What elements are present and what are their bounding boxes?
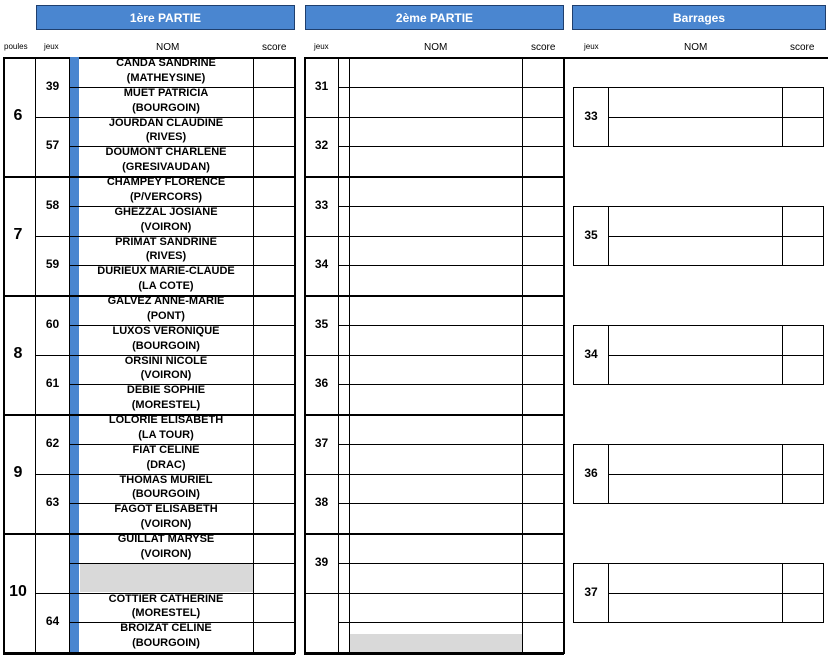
grid-line [608, 117, 824, 118]
game-number: 62 [45, 435, 60, 450]
grid-line [338, 444, 564, 445]
player-name: DOUMONT CHARLENE [105, 146, 227, 159]
player-name: CANDA SANDRINE [116, 57, 216, 69]
grid-line [338, 146, 564, 147]
part2-game-number: 36 [314, 376, 329, 391]
player-name: PRIMAT SANDRINE [115, 235, 217, 248]
pool-number: 9 [13, 463, 23, 481]
player-name: GHEZZAL JOSIANE [114, 205, 218, 218]
grid-line [338, 384, 564, 385]
player-club: (MORESTEL) [131, 399, 201, 412]
pool-number: 10 [9, 582, 27, 600]
game-number: 60 [45, 316, 60, 331]
grid-line [304, 414, 564, 416]
barrage-game-number: 36 [584, 466, 598, 480]
barrage-game-number: 37 [584, 585, 598, 599]
game-number: 61 [45, 376, 60, 391]
pool-number: 8 [13, 344, 23, 362]
part2-game-number: 39 [314, 554, 329, 569]
grid-line [304, 236, 564, 237]
empty-slot [350, 634, 522, 652]
col-nom-3: NOM [684, 42, 708, 53]
grid-line [304, 593, 564, 594]
header-part2: 2ème PARTIE [305, 5, 564, 30]
game-number: 57 [45, 138, 60, 153]
grid-line [338, 622, 564, 623]
col-jeux-3: jeux [584, 42, 599, 51]
grid-line [608, 593, 824, 594]
player-club: (LA COTE) [138, 280, 194, 293]
player-name: LOLORIE ELISABETH [108, 414, 224, 426]
barrage-game-number: 35 [584, 228, 598, 242]
player-name: CHAMPEY FLORENCE [106, 176, 226, 188]
player-name: COTTIER CATHERINE [108, 592, 224, 605]
game-number: 64 [45, 614, 60, 629]
grid-line [338, 563, 564, 564]
grid-line [3, 653, 295, 655]
grid-line [304, 57, 564, 59]
game-number: 59 [45, 257, 60, 272]
col-nom: NOM [156, 42, 180, 53]
player-club: (GRESIVAUDAN) [122, 161, 210, 174]
part2-game-number: 31 [314, 78, 329, 93]
header-part1: 1ère PARTIE [36, 5, 295, 30]
part2-game-number: 37 [314, 435, 329, 450]
grid-line [304, 117, 564, 118]
player-club: (DRAC) [146, 458, 186, 471]
grid-line [338, 265, 564, 266]
part2-game-number: 33 [314, 197, 329, 212]
player-name: FIAT CELINE [132, 443, 200, 456]
player-club: (MORESTEL) [131, 607, 201, 620]
player-name: FAGOT ELISABETH [114, 503, 218, 516]
col-jeux: jeux [44, 42, 59, 51]
player-name: GALVEZ ANNE-MARIE [107, 295, 225, 307]
player-club: (P/VERCORS) [129, 190, 203, 203]
part2-game-number: 35 [314, 316, 329, 331]
player-club: (PONT) [147, 309, 185, 322]
grid-line [304, 176, 564, 178]
grid-line [608, 355, 824, 356]
player-club: (VOIRON) [140, 220, 192, 233]
player-club: (VOIRON) [140, 547, 192, 560]
player-name: ORSINI NICOLE [124, 354, 208, 367]
part2-game-number: 34 [314, 257, 329, 272]
player-club: (MATHEYSINE) [126, 71, 206, 84]
player-club: (BOURGOIN) [132, 101, 200, 114]
player-name: GUILLAT MARYSE [117, 533, 215, 545]
player-name: LUXOS VERONIQUE [112, 324, 220, 337]
part2-game-number: 38 [314, 495, 329, 510]
grid-line [304, 295, 564, 297]
header-barrages: Barrages [572, 5, 826, 30]
part2-game-number: 32 [314, 138, 329, 153]
grid-line [608, 474, 824, 475]
grid-line [338, 87, 564, 88]
game-number: 58 [45, 197, 60, 212]
player-club: (RIVES) [145, 131, 187, 144]
grid-line [563, 57, 828, 59]
col-score-2: score [531, 42, 556, 53]
player-club: (RIVES) [145, 250, 187, 263]
col-poules: poules [4, 42, 28, 51]
col-nom-2: NOM [424, 42, 448, 53]
col-score: score [262, 42, 287, 53]
player-name: MUET PATRICIA [123, 86, 209, 99]
player-name: THOMAS MURIEL [119, 473, 213, 486]
barrage-game-number: 33 [584, 109, 598, 123]
grid-line [338, 325, 564, 326]
grid-line [304, 653, 564, 655]
player-club: (BOURGOIN) [132, 488, 200, 501]
col-jeux-2: jeux [314, 42, 329, 51]
grid-line [608, 236, 824, 237]
game-number: 63 [45, 495, 60, 510]
game-number: 39 [45, 78, 60, 93]
player-club: (BOURGOIN) [132, 339, 200, 352]
player-club: (LA TOUR) [138, 428, 194, 441]
col-score-3: score [790, 42, 815, 53]
grid-line [338, 503, 564, 504]
grid-line [338, 206, 564, 207]
player-name: BROIZAT CELINE [120, 622, 212, 635]
player-club: (VOIRON) [140, 369, 192, 382]
player-name: DEBIE SOPHIE [126, 384, 206, 397]
player-club: (VOIRON) [140, 518, 192, 531]
grid-line [304, 474, 564, 475]
pool-number: 6 [13, 106, 23, 124]
grid-line [304, 355, 564, 356]
player-club: (BOURGOIN) [132, 637, 200, 650]
grid-line [304, 533, 564, 535]
empty-slot [80, 564, 253, 592]
barrage-game-number: 34 [584, 347, 598, 361]
player-name: JOURDAN CLAUDINE [108, 116, 224, 129]
pool-number: 7 [13, 225, 23, 243]
player-name: DURIEUX MARIE-CLAUDE [97, 265, 235, 278]
